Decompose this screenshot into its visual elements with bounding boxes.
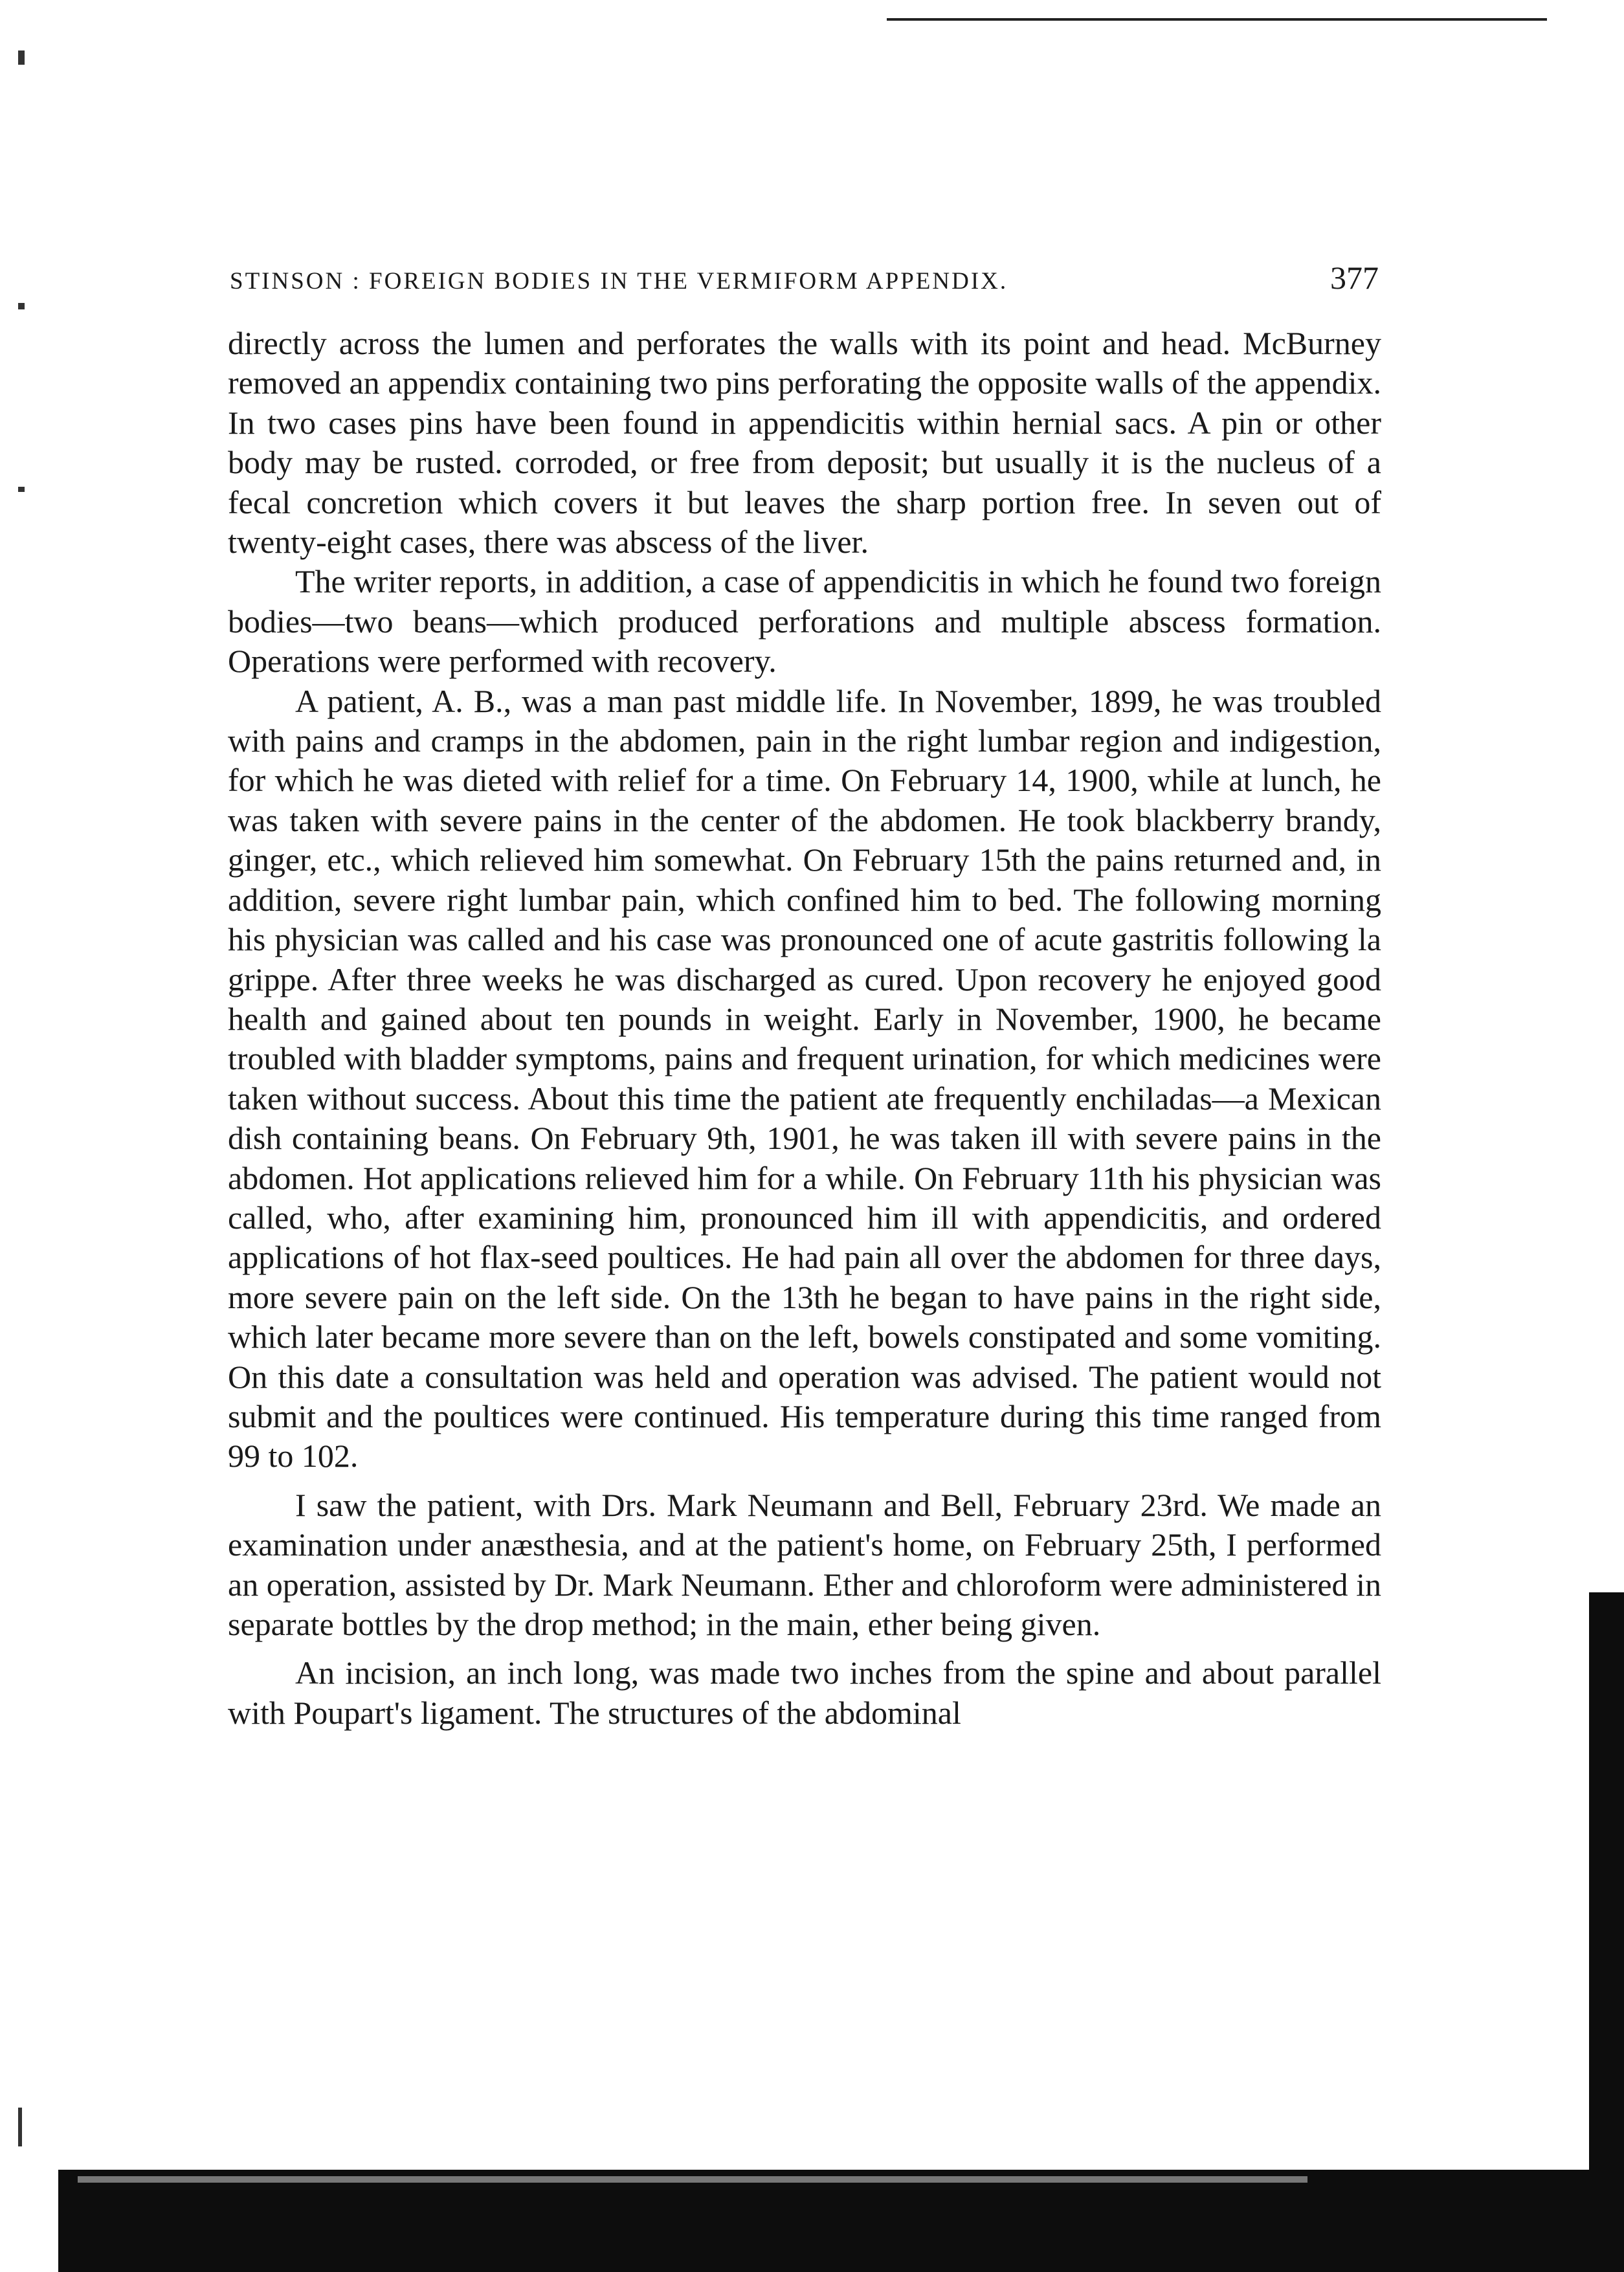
- scan-bottom-edge: [58, 2170, 1624, 2272]
- paragraph: A patient, A. B., was a man past middle life. In November, 1899, he was troubled with pains and cramps in the abdomen, pain in the right lumbar region and indigestion, for which he was dieted with relief for a time. On February 14, 1900, while at lunch, he was taken with severe pains in the center of the abdomen. He took blackberry brandy, ginger, etc., which relieved him somewhat. On February 15th the pains returned and, in addition, severe right lumbar pain, which confined him to bed. The following morning his physician was called and his case was pronounced one of acute gastritis following la grippe. After three weeks he was discharged as cured. Upon recovery he enjoyed good health and gained about ten pounds in weight. Early in November, 1900, he became troubled with bladder symptoms, pains and frequent urination, for which medicines were taken without success. About this time the patient ate frequently enchiladas—a Mexican dish containing beans. On February 9th, 1901, he was taken ill with severe pains in the abdomen. Hot applications relieved him for a while. On February 11th his physician was called, who, after examining him, pronounced him ill with appendicitis, and ordered applications of hot flax-seed poultices. He had pain all over the abdomen for three days, more severe pain on the left side. On the 13th he began to have pains in the right side, which later became more severe than on the left, bowels constipated and some vomiting. On this date a consultation was held and operation was advised. The patient would not submit and the poultices were continued. His temperature during this time ranged from 99 to 102.: [228, 682, 1381, 1475]
- paragraph: An incision, an inch long, was made two inches from the spine and about parallel with Poupart's ligament. The structures of the abdominal: [228, 1654, 1381, 1731]
- paragraph: The writer reports, in addition, a case of appendicitis in which he found two foreign bodies—two beans—which produced perforations and multiple abscess formation. Operations were performed with recovery.: [228, 563, 1381, 680]
- page-number: 377: [1330, 260, 1379, 296]
- body-text: [228, 324, 1381, 1733]
- scan-margin-mark: [18, 487, 25, 492]
- scan-margin-mark: [18, 303, 25, 309]
- paragraph: I saw the patient, with Drs. Mark Neumann and Bell, February 23rd. We made an examination under anæsthesia, and at the patient's home, on February 25th, I performed an operation, assisted by Dr. Mark Neumann. Ether and chloroform were administered in separate bottles by the drop method; in the main, ether being given.: [228, 1486, 1381, 1642]
- scan-bottom-stripe: [78, 2176, 1307, 2183]
- paragraph: directly across the lumen and perforates the walls with its point and head. McBurney removed an appendix containing two pins perforating the opposite walls of the appendix. In two cases pins have been found in appendicitis within hernial sacs. A pin or other body may be rusted. corroded, or free from deposit; but usually it is the nucleus of a fecal concretion which covers it but leaves the sharp portion free. In seven out of twenty-eight cases, there was abscess of the liver.: [228, 325, 1381, 561]
- scan-margin-mark: [18, 2108, 22, 2146]
- running-head: [230, 259, 1379, 304]
- scan-margin-mark: [18, 50, 25, 65]
- scan-top-rule: [887, 18, 1547, 21]
- running-head-title: STINSON : FOREIGN BODIES IN THE VERMIFORM APPENDIX.: [230, 268, 1008, 295]
